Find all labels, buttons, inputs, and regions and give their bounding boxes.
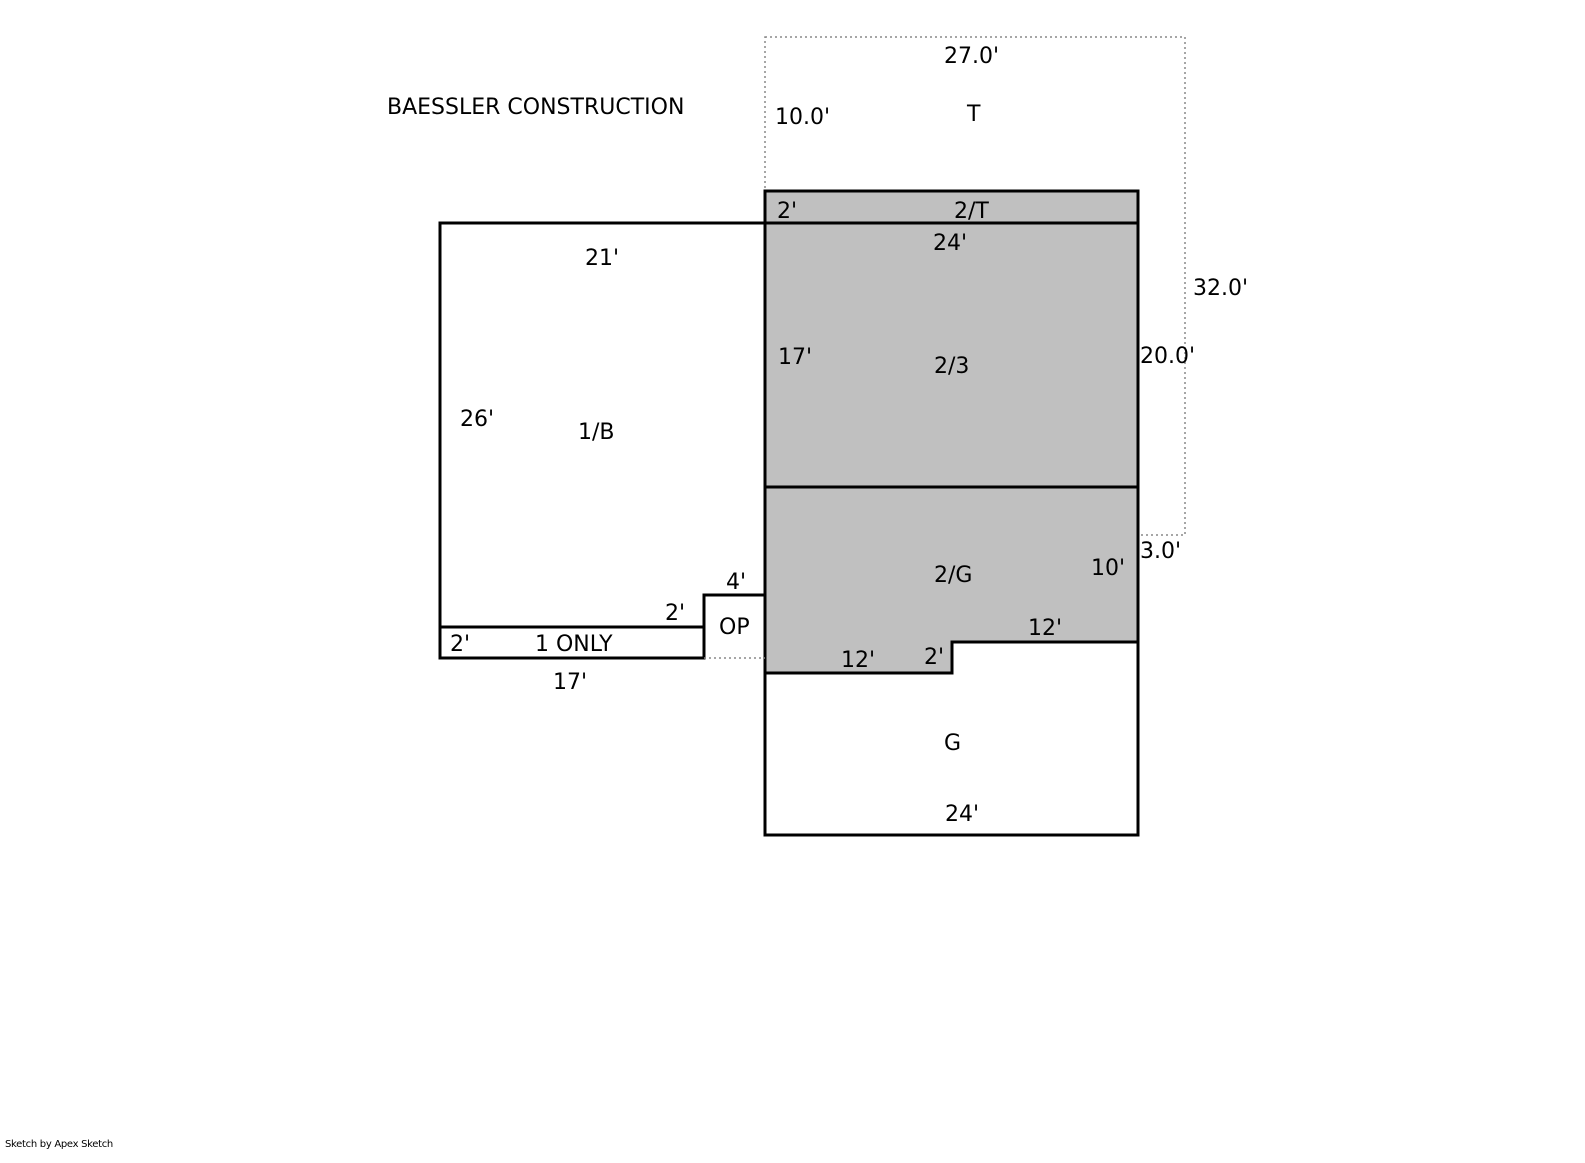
sketch-title: BAESSLER CONSTRUCTION [387,95,685,120]
dim-23-right: 20.0' [1140,344,1196,369]
dim-2g-step-top: 12' [1028,616,1063,641]
area-label-1only: 1 ONLY [535,632,613,657]
dim-1only-left: 2' [450,632,471,657]
dim-2g-right: 10' [1091,556,1126,581]
dim-1b-left: 26' [460,407,495,432]
area-label-1b: 1/B [578,420,615,445]
dim-g-bottom: 24' [945,802,980,827]
dim-t-left: 10.0' [775,105,831,130]
area-label-23: 2/3 [934,354,970,379]
dim-t-right: 32.0' [1193,276,1249,301]
area-label-t: T [967,102,981,127]
area-2t-shape [765,191,1138,223]
dim-1b-top: 21' [585,246,620,271]
dim-t-top: 27.0' [944,44,1000,69]
dim-2g-step-side: 2' [924,645,945,670]
dim-2t-left: 2' [777,199,798,224]
area-label-2g: 2/G [934,563,973,588]
dim-op-top: 4' [726,570,747,595]
dim-2g-bottom: 12' [841,648,876,673]
dim-23-top: 24' [933,231,968,256]
area-label-op: OP [719,615,750,640]
sketch-footer-credit: Sketch by Apex Sketch [5,1139,113,1150]
area-label-g: G [944,731,962,756]
dim-t-bottom-right: 3.0' [1140,539,1182,564]
area-label-2t: 2/T [954,199,989,224]
dim-23-left: 17' [778,345,813,370]
dim-1only-bottom: 17' [553,670,588,695]
dim-1only-right: 2' [665,601,686,626]
